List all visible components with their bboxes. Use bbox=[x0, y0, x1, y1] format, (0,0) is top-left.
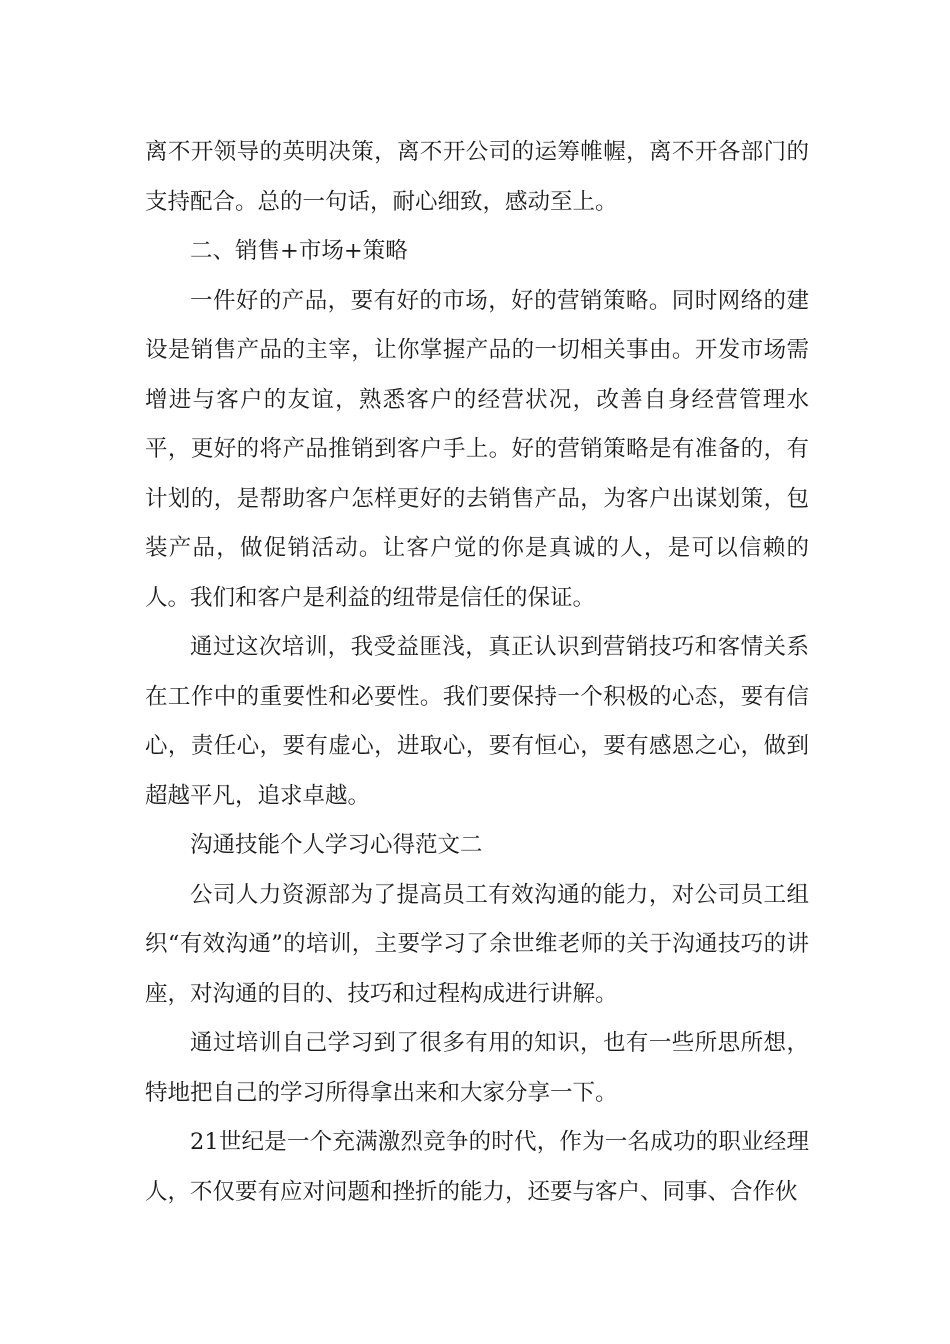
paragraph-21st-century: 21世纪是一个充满激烈竞争的时代，作为一名成功的职业经理人，不仅要有应对问题和挫折的能力，还要与客户、同事、合作伙 bbox=[145, 1129, 809, 1205]
paragraph-learning-share: 通过培训自己学习到了很多有用的知识，也有一些所思所想，特地把自己的学习所得拿出来和大家分享一下。 bbox=[145, 1030, 809, 1106]
paragraph-continuation: 离不开领导的英明决策，离不开公司的运筹帷幄，离不开各部门的支持配合。总的一句话，耐心细致，感动至上。 bbox=[145, 139, 809, 215]
paragraph-training-benefit: 通过这次培训，我受益匪浅，真正认识到营销技巧和客情关系在工作中的重要性和必要性。我们要保持一个积极的心态，要有信心，责任心，要有虚心，进取心，要有恒心，要有感恩之心，做到超越平凡，追求卓越。 bbox=[145, 634, 809, 809]
article-title-sample-two: 沟通技能个人学习心得范文二 bbox=[190, 832, 483, 858]
paragraph-product-market: 一件好的产品，要有好的市场，好的营销策略。同时网络的建设是销售产品的主宰，让你掌握产品的一切相关事由。开发市场需增进与客户的友谊，熟悉客户的经营状况，改善自身经营管理水平，更好的将产品推销到客户手上。好的营销策略是有准备的，有计划的，是帮助客户怎样更好的去销售产品，为客户出谋划策，包装产品，做促销活动。让客户觉的你是真诚的人，是可以信赖的人。我们和客户是利益的纽带是信任的保证。 bbox=[145, 287, 809, 611]
paragraph-hr-training: 公司人力资源部为了提高员工有效沟通的能力，对公司员工组织“有效沟通”的培训，主要学习了余世维老师的关于沟通技巧的讲座，对沟通的目的、技巧和过程构成进行讲解。 bbox=[145, 881, 809, 1007]
section-heading-sales-market-strategy: 二、销售+市场+策略 bbox=[190, 238, 408, 264]
document-body bbox=[145, 128, 809, 1217]
